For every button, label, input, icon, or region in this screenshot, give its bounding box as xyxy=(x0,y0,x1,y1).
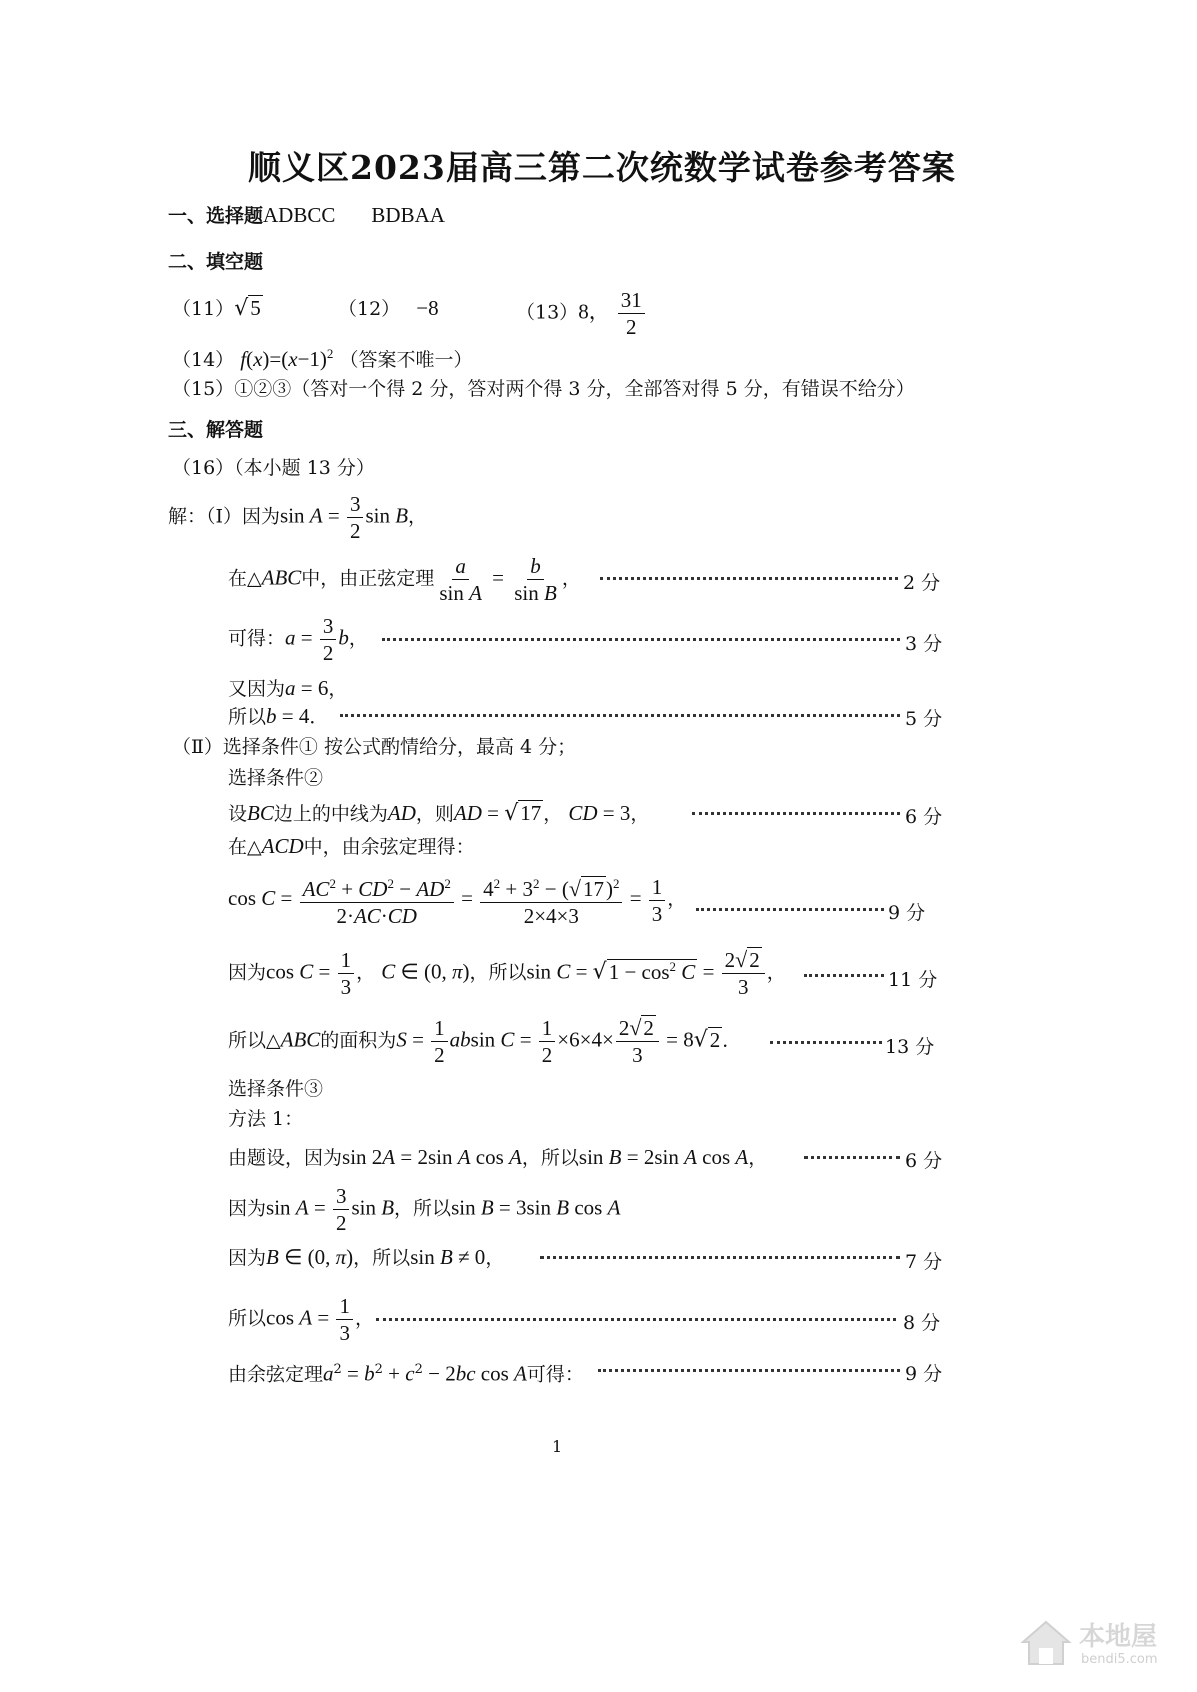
fill-q14: （14） $f(x)=(x-1)^2$ （答案不唯一） xyxy=(172,346,473,371)
section-choice-label: 一、选择题 xyxy=(168,205,264,227)
score-5: 5 分 xyxy=(905,708,943,730)
leader-dots xyxy=(376,1318,896,1321)
score-8: 8 分 xyxy=(903,1312,941,1334)
q16-line1: 解：（Ⅰ）因为sin A = $\frac{3}{2}$ sin B， xyxy=(168,492,428,543)
q16-line3-text: 可得： xyxy=(228,627,286,650)
q16-line9-b: 中，由余弦定理得： xyxy=(303,836,475,858)
q16-line17-b: ，所以 xyxy=(353,1247,411,1269)
q16-line4-text: 又因为 xyxy=(228,678,286,700)
q16-line19-b: 可得： xyxy=(526,1363,584,1386)
leader-dots xyxy=(804,974,884,977)
q16-cond3-label: 选择条件③ xyxy=(228,1078,324,1100)
q16-line16-b: ，所以 xyxy=(394,1197,452,1220)
q16-line11-b: ，所以 xyxy=(469,961,527,984)
q16-line8-a: 设 xyxy=(228,803,248,825)
page-title: 顺义区2023届高三第二次统数学试卷参考答案 xyxy=(248,148,956,187)
q16-line8-c: ，则 xyxy=(415,803,454,825)
q16-line2: 在△ABC中，由正弦定理 $\frac{a}{\text{sin A}}$ = $\frac{b}{\text{sin B}}$ ， xyxy=(228,554,581,605)
q16-line9: 在△ACD中，由余弦定理得： xyxy=(228,834,475,858)
q16-line12-b: 的面积为 xyxy=(320,1029,397,1052)
q16-line19: 由余弦定理$a^2 = b^2 + c^2 - 2bc$ cos A可得： xyxy=(228,1361,584,1386)
q16-line1-text: 解：（Ⅰ）因为 xyxy=(168,505,281,528)
watermark-url: bendi5.com xyxy=(1081,1652,1158,1667)
score-2: 2 分 xyxy=(903,572,941,594)
q16-line16-a: 因为 xyxy=(228,1197,267,1220)
q13-fraction: $\frac{31}{2}$ xyxy=(618,288,645,339)
leader-dots xyxy=(540,1256,900,1259)
q16-line12-area: 所以△ABC的面积为S = $\frac{1}{2}$ absin C = $\frac{1}{2}$ ×6×4× $\frac{2√2}{3}$ = 8√2 ． xyxy=(228,1015,742,1067)
score-9: 9 分 xyxy=(888,902,926,924)
q16-line15: 由题设，因为sin 2A = 2sin A cos A，所以sin B = 2sin A cos A， xyxy=(228,1145,768,1169)
q16-line2-text-a: 在△ xyxy=(228,567,262,590)
house-logo-icon xyxy=(1019,1616,1073,1670)
q16-line8: 设BC边上的中线为AD，则AD = √17 ， CD = 3， xyxy=(228,801,650,826)
q16-line5-text: 所以 xyxy=(228,706,267,728)
q15-label: （15） xyxy=(172,378,235,400)
leader-dots xyxy=(696,908,884,911)
q12-answer: −8 xyxy=(416,296,439,320)
q11-label: （11） xyxy=(172,298,235,320)
section-choice xyxy=(168,203,445,228)
leader-dots xyxy=(340,714,900,717)
fill-q15 xyxy=(172,377,915,401)
q16-cond2-label: 选择条件② xyxy=(228,767,324,789)
q15-answer: ①②③（答对一个得 2 分，答对两个得 3 分，全部答对得 5 分，有错误不给分） xyxy=(234,378,915,400)
score-6b: 6 分 xyxy=(905,1150,943,1172)
q16-line16: 因为sin A = $\frac{3}{2}$ sin B，所以sin B = 3sin B cos A xyxy=(228,1184,621,1235)
q16-part2-cond1: （Ⅱ）选择条件① 按公式酌情给分，最高 4 分； xyxy=(172,736,577,758)
leader-dots xyxy=(804,1156,900,1159)
q16-header: （16）（本小题 13 分） xyxy=(172,457,375,479)
q16-line15-b: ，所以 xyxy=(521,1147,579,1169)
sqrt-sign: √ xyxy=(234,296,249,321)
choice-answers-1: ADBCC xyxy=(263,203,336,227)
q16-line11-a: 因为 xyxy=(228,961,267,984)
score-3: 3 分 xyxy=(905,633,943,655)
q16-line17-a: 因为 xyxy=(228,1247,267,1269)
q13-label: （13） xyxy=(516,301,579,324)
score-13: 13 分 xyxy=(885,1036,935,1058)
leader-dots xyxy=(382,638,900,641)
section-fill-label: 二、填空题 xyxy=(168,251,264,273)
q12-label: （12） xyxy=(338,298,401,320)
page-number: 1 xyxy=(552,1437,563,1456)
q16-line11: 因为cos C = $\frac{1}{3}$ ， C ∈ (0, π)，所以$\sin C = √1 - \cos^2 C$ = $\frac{2√2}{3}$ ， xyxy=(228,947,786,999)
leader-dots xyxy=(598,1369,900,1372)
q16-line18-a: 所以 xyxy=(228,1307,267,1330)
section-solution-label: 三、解答题 xyxy=(168,419,264,441)
q16-line2-text-b: 中，由正弦定理 xyxy=(301,567,435,590)
q14-note: （答案不唯一） xyxy=(339,349,473,371)
q16-line12-a: 所以△ xyxy=(228,1029,281,1052)
fill-q12 xyxy=(338,296,439,321)
q13-answer-1: 8， xyxy=(578,299,610,324)
score-6: 6 分 xyxy=(905,806,943,828)
q16-method1: 方法 1： xyxy=(228,1108,304,1130)
leader-dots xyxy=(600,577,898,580)
score-9b: 9 分 xyxy=(905,1363,943,1385)
leader-dots xyxy=(770,1041,882,1044)
q16-line8-b: 边上的中线为 xyxy=(273,803,388,825)
q16-line15-a: 由题设，因为 xyxy=(228,1147,343,1169)
q16-line3: 可得：a = $\frac{3}{2}$ b， xyxy=(228,614,368,665)
q11-answer: 5 xyxy=(250,296,261,320)
q16-line19-a: 由余弦定理 xyxy=(228,1363,324,1386)
q16-line9-a: 在△ xyxy=(228,836,262,858)
q16-line17: 因为B ∈ (0, π)，所以sin B ≠ 0， xyxy=(228,1245,505,1269)
leader-dots xyxy=(692,812,900,815)
choice-answers-2: BDBAA xyxy=(371,203,445,227)
q14-label: （14） xyxy=(172,349,235,371)
q16-line18: 所以cos A = $\frac{1}{3}$ ， xyxy=(228,1294,374,1345)
q14-formula: f xyxy=(240,347,247,371)
score-7: 7 分 xyxy=(905,1251,943,1273)
q16-line5: 所以b = 4． xyxy=(228,704,329,728)
watermark-text: 本地屋 xyxy=(1079,1622,1158,1652)
q16-line10-cosC: cos C = $\frac{AC^2 + CD^2 - AD^2}{2\cdot AC\cdot CD}$ = $\frac{4^2 + 3^2 - (√17)^2}{2\times 4\times 3}$ = $\frac{1}{3}$ ， xyxy=(228,872,686,928)
fill-q13 xyxy=(516,288,647,339)
q16-line4: 又因为a = 6， xyxy=(228,676,348,700)
fill-q11 xyxy=(172,296,263,321)
watermark xyxy=(1019,1610,1179,1680)
score-11: 11 分 xyxy=(888,969,938,991)
